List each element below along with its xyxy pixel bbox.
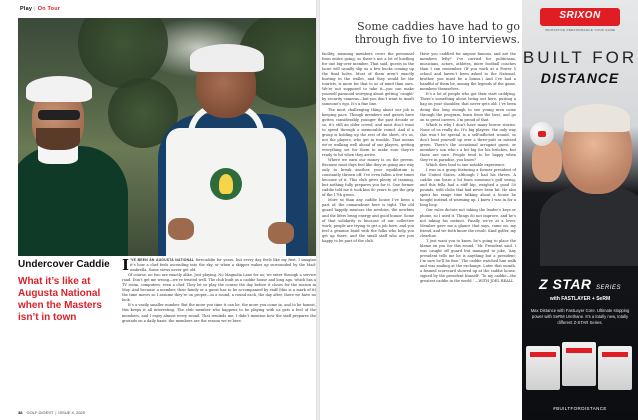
footer-separator: | — [55, 410, 57, 415]
ad-technology-line: with FASTLAYER + SeRM — [549, 296, 611, 302]
article-paragraph: I was in a group featuring a former president of the United States, although I had his threes. A caddie can learn a lot from someone’s golf swing, and this fella had a stiff hip, weighed a good 50 pounds, with clubs that had never been hit. He also spent his range time talking about a house he bought instead of warming up. I knew I was in for a long loop. — [420, 168, 516, 208]
golf-ball-icon — [530, 122, 554, 146]
srixon-advertisement[interactable] — [522, 0, 638, 420]
article-paragraph: It’s a lot of people who got their start caddying. There’s something about being out here, putting a bag on your shoulder, that never gets old. I’ve been doing this long enough to see young men come through the program, learn from the best, and go on to great careers. I’m proud of that. — [420, 92, 516, 122]
article-paragraph: Our rules dictate not taking the leader’s keys or phone, so I used it. Things do not improve, and he’s not taking his instinct. Finally we’re at a lever. Member gave me a glance that says, come on, my friend, and we both know the result. Kind golfer, my clearline. — [420, 208, 516, 238]
golf-ball-box-icon — [526, 346, 560, 390]
paragraph-text: forecaddie for years, but every day feels like my first. I imagine it’s how a chef feels ascending into the sky, or when a skipper wakes up surrounded by the Mad-umbrella. Some views never get old. — [130, 258, 316, 273]
headline-box — [18, 256, 118, 398]
ad-body-copy: Max Distance with FastLayer Core. Ultimate stopping power with SeRM Urethane. It’s a totally new, totally different Z-STAR Series. — [530, 308, 630, 325]
caddies-photo — [18, 18, 316, 256]
article-paragraph: Where we earn our money is on the greens. Because most days feel like they’re going one way only to break another, your equilibrium is constantly thrown off. I’ve even fallen a few times because of it. This club gives plenty of training, but nothing fully prepares you for it. One former caddie told me it took him 80 years to get the grip of the 17th green. — [322, 157, 414, 198]
ad-player-hand — [532, 140, 562, 182]
article-paragraph: Have you caddied for anyone famous, and are the members lefty? I’ve carried for politicians, musicians, actors, athletes, more football coaches than I can remember. (If you work at a Power 5 school and haven’t been asked to the National, brother, you must be a bonus.) And I’ve had a handful of them be, among the legends of the game, members themselves. — [420, 52, 516, 92]
article-paragraph: facility, meaning members cover the personnel from entire going, so there’s not a lot of hustling for one big-over member. That said, guests in the loose will usually slip us a few bucks coming up the final holes. Most of them aren’t exactly hurting in the wallet, and they would be the tourists, is more for that to us of mind than ours. We’re not supposed to take it—you can make yourself paranoid worrying about getting ‘caught’ by security cameras—but you don’t want to insult someone’s ego. It’s a fine line. — [322, 52, 414, 107]
golf-ball-box-icon — [562, 342, 596, 386]
article-paragraph: The most challenging thing about our job is keeping pace. Though members and guests have gotten considerably younger the past decade or so, it’s still an older crowd, and most don’t want to speed through a memorable round. And if a group is holding up the rest of the sheet, it’s us, not the players, who get in trouble. That means we’re walking well ahead of our players, getting everything set for them to make sure they’re ready to hit when they arrive. — [322, 107, 414, 157]
ad-product-title: Z STAR — [539, 276, 592, 292]
ad-headline-line-1: BUILT FOR — [522, 48, 638, 67]
subsection-name: On Tour — [37, 6, 61, 12]
article-column-3 — [420, 52, 516, 406]
article-paragraph: Which is why I don’t have many horror stories. None of us really do. It’s big players: the only way this won’t be special is a self-inflicted wound, so don’t beat yourself up over a three-putt or missed green. There’s the occasional arrogant guest, or member’s son who’s a bit big for his britches, but those are rare. People tend to be happy when they’re in paradise, you know? — [420, 122, 516, 162]
lead-caps: ’VE BEEN AN AUGUSTA NATIONAL — [130, 258, 195, 262]
article-paragraph: Of course, no two are exactly alike. Just playing. No Magnolia Lane for us; we enter through a service road. Don’t get me wrong—we’re treated well. The club built us a caddie house and long ago, which has a TV room, computers, even a chef. They let us play the course the day before it closes for the season in May. And because a member, their family or a guest has to be accompanied by staff (this is a mark of it) the time moves so I assume they’re on proper—in a round, a round each, the day after, there we have no luck. — [122, 273, 316, 303]
section-separator: | — [34, 6, 36, 12]
article-headline: Undercover Caddie — [18, 259, 110, 270]
article-paragraph — [122, 258, 316, 273]
caddie-hand — [168, 218, 194, 240]
ad-product-series: SERIES — [595, 285, 621, 291]
srixon-logo-tagline: INNOVATIVE PERFORMANCE YOUR GAME — [544, 28, 616, 32]
article-paragraph: ‘I just want you to know, he’s going to place the blame on you for this round,’ Mr. President said. I was caught off guard but managed to joke, ‘Any president tells me he is anything but a president; I’m sure he’ll be fine.’ The caddie watched him walk and was smiling at the exchange. Later that month, a framed scorecard showed up at the caddie house, signed by the president himself: ‘To my caddie—the greatest caddie in the world.’ —WITH JOEL BEALL — [420, 238, 516, 284]
article-column-1 — [122, 258, 316, 406]
caddie-right-cap — [190, 44, 264, 72]
caddie-left-hat — [26, 76, 92, 102]
article-paragraph: More so than any caddie house I’ve been a part of, the camaraderie here is tight. The old guard happily mentors the newbies, the newbies and the lifers bring energy and good humor. Some of that solidarity is because of our collective work; people are trying to get a job here, and you feel a genuine bond with the folks who help you get up there, and the small staff who are just happy to be part of the club. — [322, 198, 414, 243]
issue-label: ISSUE 4, 2025 — [58, 410, 85, 415]
ad-player-hair — [564, 104, 630, 132]
golf-ball-box-icon — [598, 346, 632, 390]
caddie-left-sunglasses — [38, 110, 80, 120]
ad-headline-line-2: DISTANCE — [540, 70, 620, 86]
article-deck: What it’s like at Augusta National when the Masters isn’t in town — [18, 276, 102, 323]
masters-logo-icon — [210, 168, 242, 200]
publication-name: GOLF DIGEST — [26, 410, 54, 415]
page-number: 38 — [18, 410, 23, 415]
section-name: Play — [20, 6, 33, 12]
ad-hashtag: #BUILTFORDISTANCE — [553, 406, 607, 411]
article-paragraph: Which does lead to one notable experience. — [426, 163, 506, 168]
article-paragraph: It’s a vastly smaller number. But the more you time it can be, the more you come in, and to be honest, this keeps it all interesting. The club member who happens to be playing with us gets a feel of the members, and I enjoy almost every round. That reminds me, I didn’t mention how the staff prepares the grounds on a daily basis: the members are the reason we’re here. — [122, 303, 316, 323]
page-gutter — [316, 0, 320, 420]
pull-quote: Some caddies have had to go through five to 10 interviews. — [354, 20, 520, 46]
ad-product-name — [522, 276, 638, 292]
dropcap: I — [122, 258, 130, 274]
ad-player-body — [540, 186, 638, 266]
page-footer — [18, 410, 85, 415]
srixon-logo: SRIXON — [540, 8, 620, 26]
article-column-2 — [322, 52, 414, 406]
caddie-hand — [268, 222, 294, 244]
caddie-left-beard — [36, 128, 80, 150]
section-label — [20, 6, 60, 12]
